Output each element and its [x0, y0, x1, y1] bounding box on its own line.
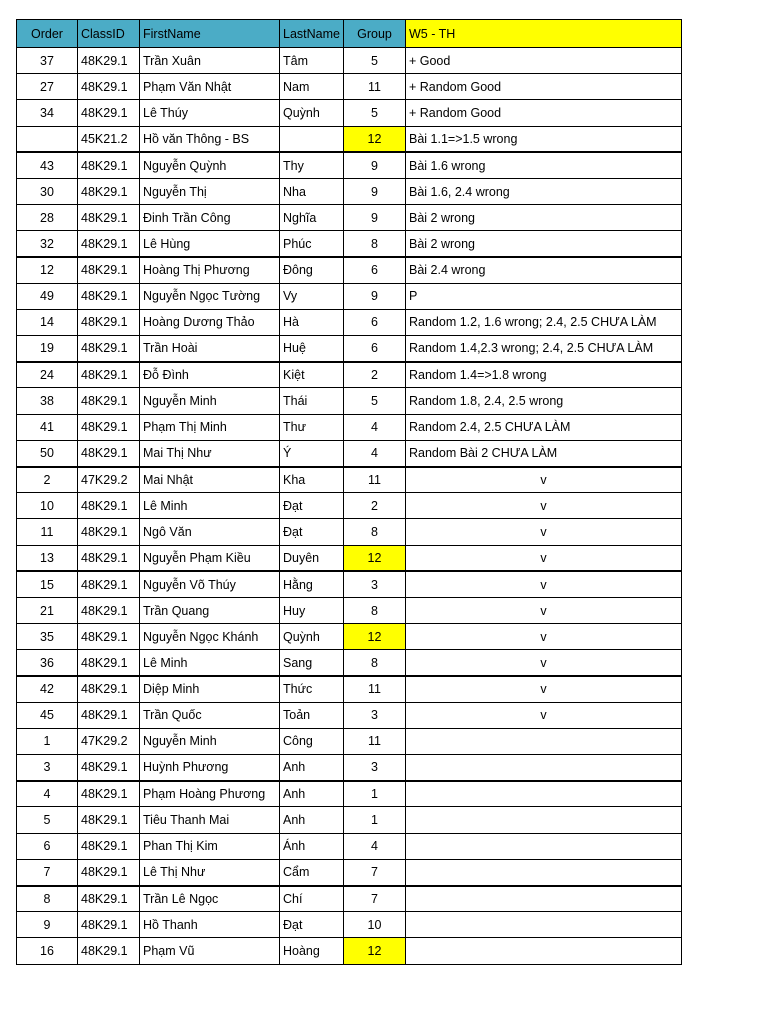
cell-last-name[interactable]: Ánh [280, 833, 344, 859]
cell-class-id[interactable]: 48K29.1 [78, 152, 140, 178]
table-row [17, 362, 682, 388]
cell-last-name[interactable]: Đạt [280, 519, 344, 545]
cell-last-name[interactable]: Anh [280, 755, 344, 781]
cell-w5-th[interactable]: Bài 2 wrong [405, 205, 681, 231]
cell-w5-th[interactable]: Random 1.8, 2.4, 2.5 wrong [405, 388, 681, 414]
cell-group[interactable]: 3 [343, 571, 405, 597]
cell-order[interactable]: 5 [17, 807, 78, 833]
cell-class-id[interactable]: 48K29.1 [78, 100, 140, 126]
cell-class-id[interactable]: 48K29.1 [78, 74, 140, 100]
table-row [17, 519, 682, 545]
cell-w5-th[interactable]: v [405, 519, 681, 545]
table-row [17, 886, 682, 912]
cell-class-id[interactable]: 48K29.1 [78, 702, 140, 728]
cell-last-name[interactable]: Đông [280, 257, 344, 283]
cell-w5-th[interactable] [405, 755, 681, 781]
cell-order[interactable]: 21 [17, 597, 78, 623]
cell-class-id[interactable]: 48K29.1 [78, 231, 140, 257]
cell-group[interactable]: 1 [343, 781, 405, 807]
cell-first-name[interactable]: Hồ văn Thông - BS [140, 126, 280, 152]
table-row [17, 624, 682, 650]
cell-first-name[interactable]: Nguyễn Thị [140, 178, 280, 204]
cell-group[interactable]: 12 [343, 938, 405, 964]
cell-last-name[interactable]: Nghĩa [280, 205, 344, 231]
cell-order[interactable]: 1 [17, 728, 78, 754]
cell-w5-th[interactable] [405, 938, 681, 964]
cell-last-name[interactable]: Vy [280, 283, 344, 309]
table-row [17, 100, 682, 126]
cell-order[interactable] [17, 126, 78, 152]
cell-class-id[interactable]: 48K29.1 [78, 859, 140, 885]
cell-group[interactable]: 8 [343, 597, 405, 623]
cell-last-name[interactable]: Quỳnh [280, 100, 344, 126]
cell-w5-th[interactable]: Random 2.4, 2.5 CHƯA LÀM [405, 414, 681, 440]
cell-last-name[interactable]: Đạt [280, 912, 344, 938]
cell-class-id[interactable]: 48K29.1 [78, 493, 140, 519]
cell-order[interactable]: 37 [17, 48, 78, 74]
cell-last-name[interactable]: Kiệt [280, 362, 344, 388]
cell-class-id[interactable]: 48K29.1 [78, 545, 140, 571]
cell-last-name[interactable]: Sang [280, 650, 344, 676]
cell-order[interactable]: 41 [17, 414, 78, 440]
table-row [17, 702, 682, 728]
cell-class-id[interactable]: 48K29.1 [78, 388, 140, 414]
cell-group[interactable]: 12 [343, 126, 405, 152]
cell-group[interactable]: 2 [343, 493, 405, 519]
cell-first-name[interactable]: Tiêu Thanh Mai [140, 807, 280, 833]
cell-last-name[interactable]: Đạt [280, 493, 344, 519]
cell-last-name[interactable]: Anh [280, 781, 344, 807]
cell-order[interactable]: 10 [17, 493, 78, 519]
cell-last-name[interactable]: Hoàng [280, 938, 344, 964]
cell-group[interactable]: 2 [343, 362, 405, 388]
cell-order[interactable]: 42 [17, 676, 78, 702]
cell-first-name[interactable]: Nguyễn Ngọc Tường [140, 283, 280, 309]
cell-order[interactable]: 35 [17, 624, 78, 650]
table-row [17, 938, 682, 964]
cell-w5-th[interactable]: v [405, 493, 681, 519]
table-row [17, 152, 682, 178]
cell-last-name[interactable]: Nha [280, 178, 344, 204]
cell-first-name[interactable]: Lê Minh [140, 650, 280, 676]
cell-group[interactable]: 12 [343, 545, 405, 571]
cell-first-name[interactable]: Nguyễn Phạm Kiều [140, 545, 280, 571]
cell-first-name[interactable]: Nguyễn Minh [140, 728, 280, 754]
cell-first-name[interactable]: Trần Xuân [140, 48, 280, 74]
cell-first-name[interactable]: Huỳnh Phương [140, 755, 280, 781]
table-row [17, 388, 682, 414]
table-row [17, 309, 682, 335]
cell-order[interactable]: 43 [17, 152, 78, 178]
cell-class-id[interactable]: 48K29.1 [78, 676, 140, 702]
cell-first-name[interactable]: Mai Nhật [140, 467, 280, 493]
cell-first-name[interactable]: Lê Thúy [140, 100, 280, 126]
cell-w5-th[interactable]: v [405, 571, 681, 597]
cell-w5-th[interactable]: + Random Good [405, 100, 681, 126]
cell-group[interactable]: 11 [343, 74, 405, 100]
cell-w5-th[interactable] [405, 912, 681, 938]
cell-w5-th[interactable]: Random 1.2, 1.6 wrong; 2.4, 2.5 CHƯA LÀM [405, 309, 681, 335]
table-row [17, 48, 682, 74]
cell-class-id[interactable]: 48K29.1 [78, 257, 140, 283]
cell-w5-th[interactable]: + Random Good [405, 74, 681, 100]
cell-group[interactable]: 7 [343, 859, 405, 885]
cell-w5-th[interactable] [405, 781, 681, 807]
cell-group[interactable]: 1 [343, 807, 405, 833]
table-row [17, 728, 682, 754]
cell-first-name[interactable]: Phạm Hoàng Phương [140, 781, 280, 807]
cell-w5-th[interactable]: P [405, 283, 681, 309]
cell-order[interactable]: 16 [17, 938, 78, 964]
cell-class-id[interactable]: 48K29.1 [78, 781, 140, 807]
cell-order[interactable]: 45 [17, 702, 78, 728]
table-row [17, 833, 682, 859]
cell-first-name[interactable]: Nguyễn Ngọc Khánh [140, 624, 280, 650]
cell-w5-th[interactable]: Bài 1.1=>1.5 wrong [405, 126, 681, 152]
cell-order[interactable]: 49 [17, 283, 78, 309]
cell-order[interactable]: 3 [17, 755, 78, 781]
cell-order[interactable]: 13 [17, 545, 78, 571]
cell-last-name[interactable]: Hằng [280, 571, 344, 597]
table-row [17, 597, 682, 623]
cell-group[interactable]: 6 [343, 309, 405, 335]
cell-first-name[interactable]: Phạm Vũ [140, 938, 280, 964]
cell-order[interactable]: 36 [17, 650, 78, 676]
table-row [17, 205, 682, 231]
table-row [17, 74, 682, 100]
cell-group[interactable]: 6 [343, 257, 405, 283]
cell-first-name[interactable]: Nguyễn Võ Thúy [140, 571, 280, 597]
cell-group[interactable]: 7 [343, 886, 405, 912]
cell-class-id[interactable]: 48K29.1 [78, 650, 140, 676]
cell-last-name[interactable]: Anh [280, 807, 344, 833]
cell-w5-th[interactable]: v [405, 676, 681, 702]
cell-w5-th[interactable] [405, 807, 681, 833]
header-order[interactable]: Order [17, 20, 78, 48]
cell-w5-th[interactable] [405, 886, 681, 912]
cell-w5-th[interactable]: v [405, 467, 681, 493]
cell-class-id[interactable]: 48K29.1 [78, 624, 140, 650]
cell-group[interactable]: 3 [343, 702, 405, 728]
cell-class-id[interactable]: 48K29.1 [78, 833, 140, 859]
table-row [17, 781, 682, 807]
cell-group[interactable]: 12 [343, 624, 405, 650]
cell-order[interactable]: 50 [17, 440, 78, 466]
cell-group[interactable]: 11 [343, 728, 405, 754]
cell-class-id[interactable]: 48K29.1 [78, 178, 140, 204]
cell-first-name[interactable]: Hồ Thanh [140, 912, 280, 938]
cell-class-id[interactable]: 48K29.1 [78, 205, 140, 231]
cell-last-name[interactable]: Chí [280, 886, 344, 912]
cell-order[interactable]: 15 [17, 571, 78, 597]
cell-first-name[interactable]: Hoàng Thị Phương [140, 257, 280, 283]
cell-class-id[interactable]: 48K29.1 [78, 807, 140, 833]
cell-group[interactable]: 6 [343, 336, 405, 362]
cell-class-id[interactable]: 48K29.1 [78, 912, 140, 938]
cell-w5-th[interactable]: v [405, 650, 681, 676]
cell-w5-th[interactable]: v [405, 624, 681, 650]
cell-order[interactable]: 6 [17, 833, 78, 859]
cell-first-name[interactable]: Đinh Trần Công [140, 205, 280, 231]
cell-first-name[interactable]: Lê Hùng [140, 231, 280, 257]
cell-order[interactable]: 30 [17, 178, 78, 204]
cell-last-name[interactable]: Tâm [280, 48, 344, 74]
cell-order[interactable]: 2 [17, 467, 78, 493]
cell-first-name[interactable]: Nguyễn Minh [140, 388, 280, 414]
cell-group[interactable]: 9 [343, 152, 405, 178]
table-row [17, 414, 682, 440]
table-row [17, 650, 682, 676]
cell-last-name[interactable]: Cẩm [280, 859, 344, 885]
table-row [17, 912, 682, 938]
table-row [17, 231, 682, 257]
cell-group[interactable]: 8 [343, 519, 405, 545]
cell-group[interactable]: 11 [343, 467, 405, 493]
cell-w5-th[interactable] [405, 859, 681, 885]
table-row [17, 283, 682, 309]
table-row [17, 178, 682, 204]
cell-order[interactable]: 28 [17, 205, 78, 231]
cell-group[interactable]: 9 [343, 205, 405, 231]
cell-class-id[interactable]: 47K29.2 [78, 467, 140, 493]
student-table [16, 19, 682, 965]
cell-last-name[interactable]: Ý [280, 440, 344, 466]
table-row [17, 257, 682, 283]
cell-last-name[interactable]: Duyên [280, 545, 344, 571]
cell-last-name[interactable]: Kha [280, 467, 344, 493]
cell-last-name[interactable]: Thức [280, 676, 344, 702]
cell-w5-th[interactable]: Bài 1.6, 2.4 wrong [405, 178, 681, 204]
cell-first-name[interactable]: Phan Thị Kim [140, 833, 280, 859]
table-row [17, 859, 682, 885]
table-row [17, 545, 682, 571]
cell-last-name[interactable]: Phúc [280, 231, 344, 257]
cell-class-id[interactable]: 48K29.1 [78, 309, 140, 335]
cell-w5-th[interactable]: Bài 2 wrong [405, 231, 681, 257]
cell-class-id[interactable]: 48K29.1 [78, 414, 140, 440]
cell-last-name[interactable]: Huy [280, 597, 344, 623]
cell-w5-th[interactable]: Random 1.4=>1.8 wrong [405, 362, 681, 388]
cell-class-id[interactable]: 48K29.1 [78, 336, 140, 362]
cell-order[interactable]: 34 [17, 100, 78, 126]
cell-last-name[interactable]: Công [280, 728, 344, 754]
table-row [17, 493, 682, 519]
cell-order[interactable]: 4 [17, 781, 78, 807]
cell-order[interactable]: 38 [17, 388, 78, 414]
cell-class-id[interactable]: 48K29.1 [78, 283, 140, 309]
cell-first-name[interactable]: Đỗ Đình [140, 362, 280, 388]
cell-order[interactable]: 9 [17, 912, 78, 938]
table-row [17, 755, 682, 781]
cell-last-name[interactable]: Nam [280, 74, 344, 100]
cell-w5-th[interactable]: v [405, 597, 681, 623]
cell-w5-th[interactable]: + Good [405, 48, 681, 74]
table-row [17, 440, 682, 466]
cell-class-id[interactable]: 48K29.1 [78, 519, 140, 545]
cell-class-id[interactable]: 48K29.1 [78, 886, 140, 912]
table-body [17, 48, 682, 965]
cell-group[interactable]: 11 [343, 676, 405, 702]
cell-w5-th[interactable]: v [405, 545, 681, 571]
table-row [17, 336, 682, 362]
header-group[interactable]: Group [343, 20, 405, 48]
cell-first-name[interactable]: Lê Minh [140, 493, 280, 519]
table-row [17, 807, 682, 833]
cell-first-name[interactable]: Trần Quang [140, 597, 280, 623]
table-row [17, 467, 682, 493]
cell-order[interactable]: 14 [17, 309, 78, 335]
table-row [17, 126, 682, 152]
cell-w5-th[interactable]: Bài 2.4 wrong [405, 257, 681, 283]
cell-first-name[interactable]: Phạm Văn Nhật [140, 74, 280, 100]
cell-class-id[interactable]: 45K21.2 [78, 126, 140, 152]
cell-last-name[interactable]: Quỳnh [280, 624, 344, 650]
cell-group[interactable]: 4 [343, 414, 405, 440]
cell-order[interactable]: 12 [17, 257, 78, 283]
cell-order[interactable]: 19 [17, 336, 78, 362]
cell-group[interactable]: 8 [343, 231, 405, 257]
header-last-name[interactable]: LastName [280, 20, 344, 48]
cell-first-name[interactable]: Trần Lê Ngọc [140, 886, 280, 912]
cell-first-name[interactable]: Trần Quốc [140, 702, 280, 728]
cell-first-name[interactable]: Phạm Thị Minh [140, 414, 280, 440]
cell-order[interactable]: 32 [17, 231, 78, 257]
cell-order[interactable]: 8 [17, 886, 78, 912]
cell-group[interactable]: 4 [343, 833, 405, 859]
cell-first-name[interactable]: Nguyễn Quỳnh [140, 152, 280, 178]
cell-class-id[interactable]: 48K29.1 [78, 362, 140, 388]
cell-last-name[interactable]: Huệ [280, 336, 344, 362]
header-first-name[interactable]: FirstName [140, 20, 280, 48]
cell-w5-th[interactable]: v [405, 702, 681, 728]
cell-first-name[interactable]: Ngô Văn [140, 519, 280, 545]
cell-order[interactable]: 7 [17, 859, 78, 885]
cell-class-id[interactable]: 48K29.1 [78, 440, 140, 466]
cell-w5-th[interactable]: Random Bài 2 CHƯA LÀM [405, 440, 681, 466]
cell-last-name[interactable]: Toản [280, 702, 344, 728]
cell-w5-th[interactable] [405, 833, 681, 859]
cell-class-id[interactable]: 48K29.1 [78, 938, 140, 964]
cell-group[interactable]: 3 [343, 755, 405, 781]
cell-w5-th[interactable]: Random 1.4,2.3 wrong; 2.4, 2.5 CHƯA LÀM [405, 336, 681, 362]
cell-first-name[interactable]: Diệp Minh [140, 676, 280, 702]
cell-last-name[interactable]: Hà [280, 309, 344, 335]
cell-last-name[interactable]: Thy [280, 152, 344, 178]
cell-group[interactable]: 9 [343, 178, 405, 204]
cell-first-name[interactable]: Lê Thị Như [140, 859, 280, 885]
cell-first-name[interactable]: Hoàng Dương Thảo [140, 309, 280, 335]
cell-last-name[interactable] [280, 126, 344, 152]
cell-order[interactable]: 11 [17, 519, 78, 545]
cell-class-id[interactable]: 48K29.1 [78, 597, 140, 623]
cell-last-name[interactable]: Thái [280, 388, 344, 414]
cell-class-id[interactable]: 48K29.1 [78, 571, 140, 597]
cell-group[interactable]: 10 [343, 912, 405, 938]
cell-order[interactable]: 24 [17, 362, 78, 388]
header-row [17, 20, 682, 48]
table-row [17, 571, 682, 597]
cell-first-name[interactable]: Mai Thị Như [140, 440, 280, 466]
cell-first-name[interactable]: Trần Hoài [140, 336, 280, 362]
cell-class-id[interactable]: 48K29.1 [78, 755, 140, 781]
cell-w5-th[interactable]: Bài 1.6 wrong [405, 152, 681, 178]
cell-group[interactable]: 5 [343, 388, 405, 414]
cell-group[interactable]: 5 [343, 48, 405, 74]
cell-order[interactable]: 27 [17, 74, 78, 100]
cell-group[interactable]: 4 [343, 440, 405, 466]
header-w5-th[interactable]: W5 - TH [405, 20, 681, 48]
cell-group[interactable]: 5 [343, 100, 405, 126]
table-row [17, 676, 682, 702]
cell-group[interactable]: 9 [343, 283, 405, 309]
cell-group[interactable]: 8 [343, 650, 405, 676]
cell-last-name[interactable]: Thư [280, 414, 344, 440]
cell-w5-th[interactable] [405, 728, 681, 754]
header-class-id[interactable]: ClassID [78, 20, 140, 48]
cell-class-id[interactable]: 47K29.2 [78, 728, 140, 754]
cell-class-id[interactable]: 48K29.1 [78, 48, 140, 74]
